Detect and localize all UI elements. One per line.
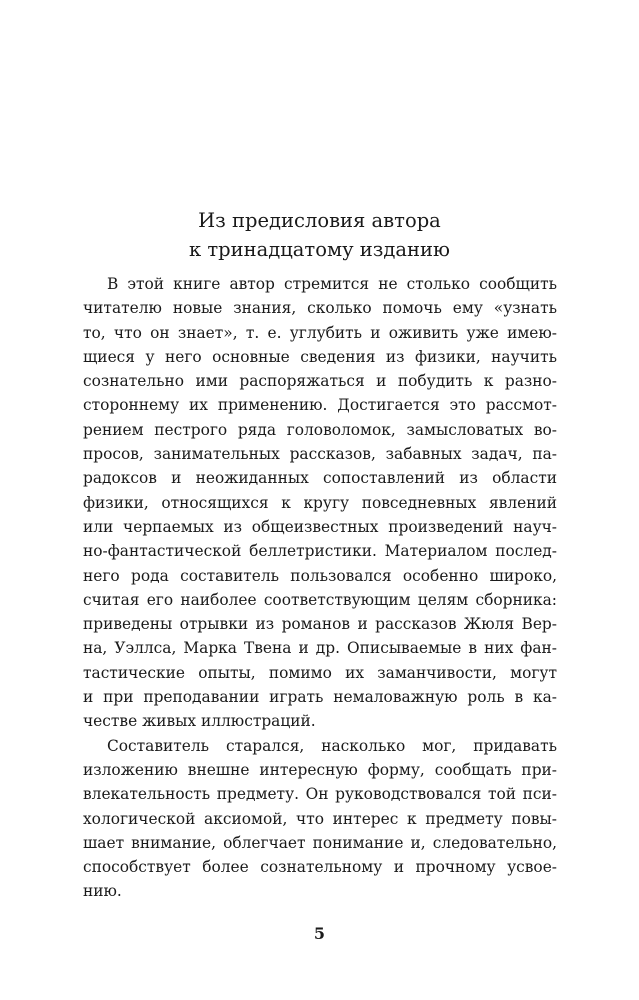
chapter-title-line-1: Из предисловия автора [198, 209, 441, 232]
text-line: приведены отрывки из романов и рассказов Жюля Вер- [83, 615, 557, 634]
text-line: считая его наиболее соответствующим целям сборника: [83, 590, 557, 609]
text-line: то, что он знает», т. е. углубить и оживить уже имею- [83, 323, 557, 342]
text-line: радоксов и неожиданных сопоставлений из области [83, 469, 557, 488]
text-line: влекательность предмету. Он руководствовался той пси- [83, 785, 557, 804]
text-line: или черпаемых из общеизвестных произведений науч- [83, 517, 557, 536]
page-number: 5 [313, 924, 326, 943]
text-line: и при преподавании играть немаловажную роль в ка- [83, 688, 557, 707]
text-line: но-фантастической беллетристики. Материалом послед- [83, 542, 557, 561]
text-line: изложению внешне интересную форму, сообщать при- [83, 760, 557, 779]
text-line: тастические опыты, помимо их заманчивости, могут [83, 663, 557, 682]
text-line: нию. [83, 882, 122, 901]
text-line: просов, занимательных рассказов, забавных задач, па- [83, 445, 557, 464]
text-line: честве живых иллюстраций. [83, 712, 316, 731]
text-line: на, Уэллса, Марка Твена и др. Описываемые в них фан- [83, 639, 557, 658]
paragraph-1 [83, 272, 557, 734]
text-line: сознательно ими распоряжаться и побудить к разно- [83, 372, 557, 391]
text-line: шает внимание, облегчает понимание и, следовательно, [83, 833, 557, 852]
text-line: физики, относящихся к кругу повседневных явлений [83, 493, 557, 512]
text-line: рением пестрого ряда головоломок, замысловатых во- [83, 420, 557, 439]
body-text [83, 272, 557, 904]
text-line: Составитель старался, насколько мог, придавать [107, 736, 557, 755]
text-line: него рода составитель пользовался особенно широко, [83, 566, 557, 585]
chapter-title-line-2: к тринадцатому изданию [188, 238, 451, 261]
text-line: щиеся у него основные сведения из физики, научить [83, 347, 557, 366]
text-line: способствует более сознательному и прочному усвое- [83, 858, 557, 877]
text-line: стороннему их применению. Достигается это рассмот- [83, 396, 557, 415]
text-line: читателю новые знания, сколько помочь ему «узнать [83, 299, 557, 318]
text-line: В этой книге автор стремится не столько сообщить [107, 275, 557, 293]
chapter-title [0, 206, 639, 264]
text-line: хологической аксиомой, что интерес к предмету повы- [83, 809, 557, 828]
paragraph-2 [83, 734, 557, 904]
